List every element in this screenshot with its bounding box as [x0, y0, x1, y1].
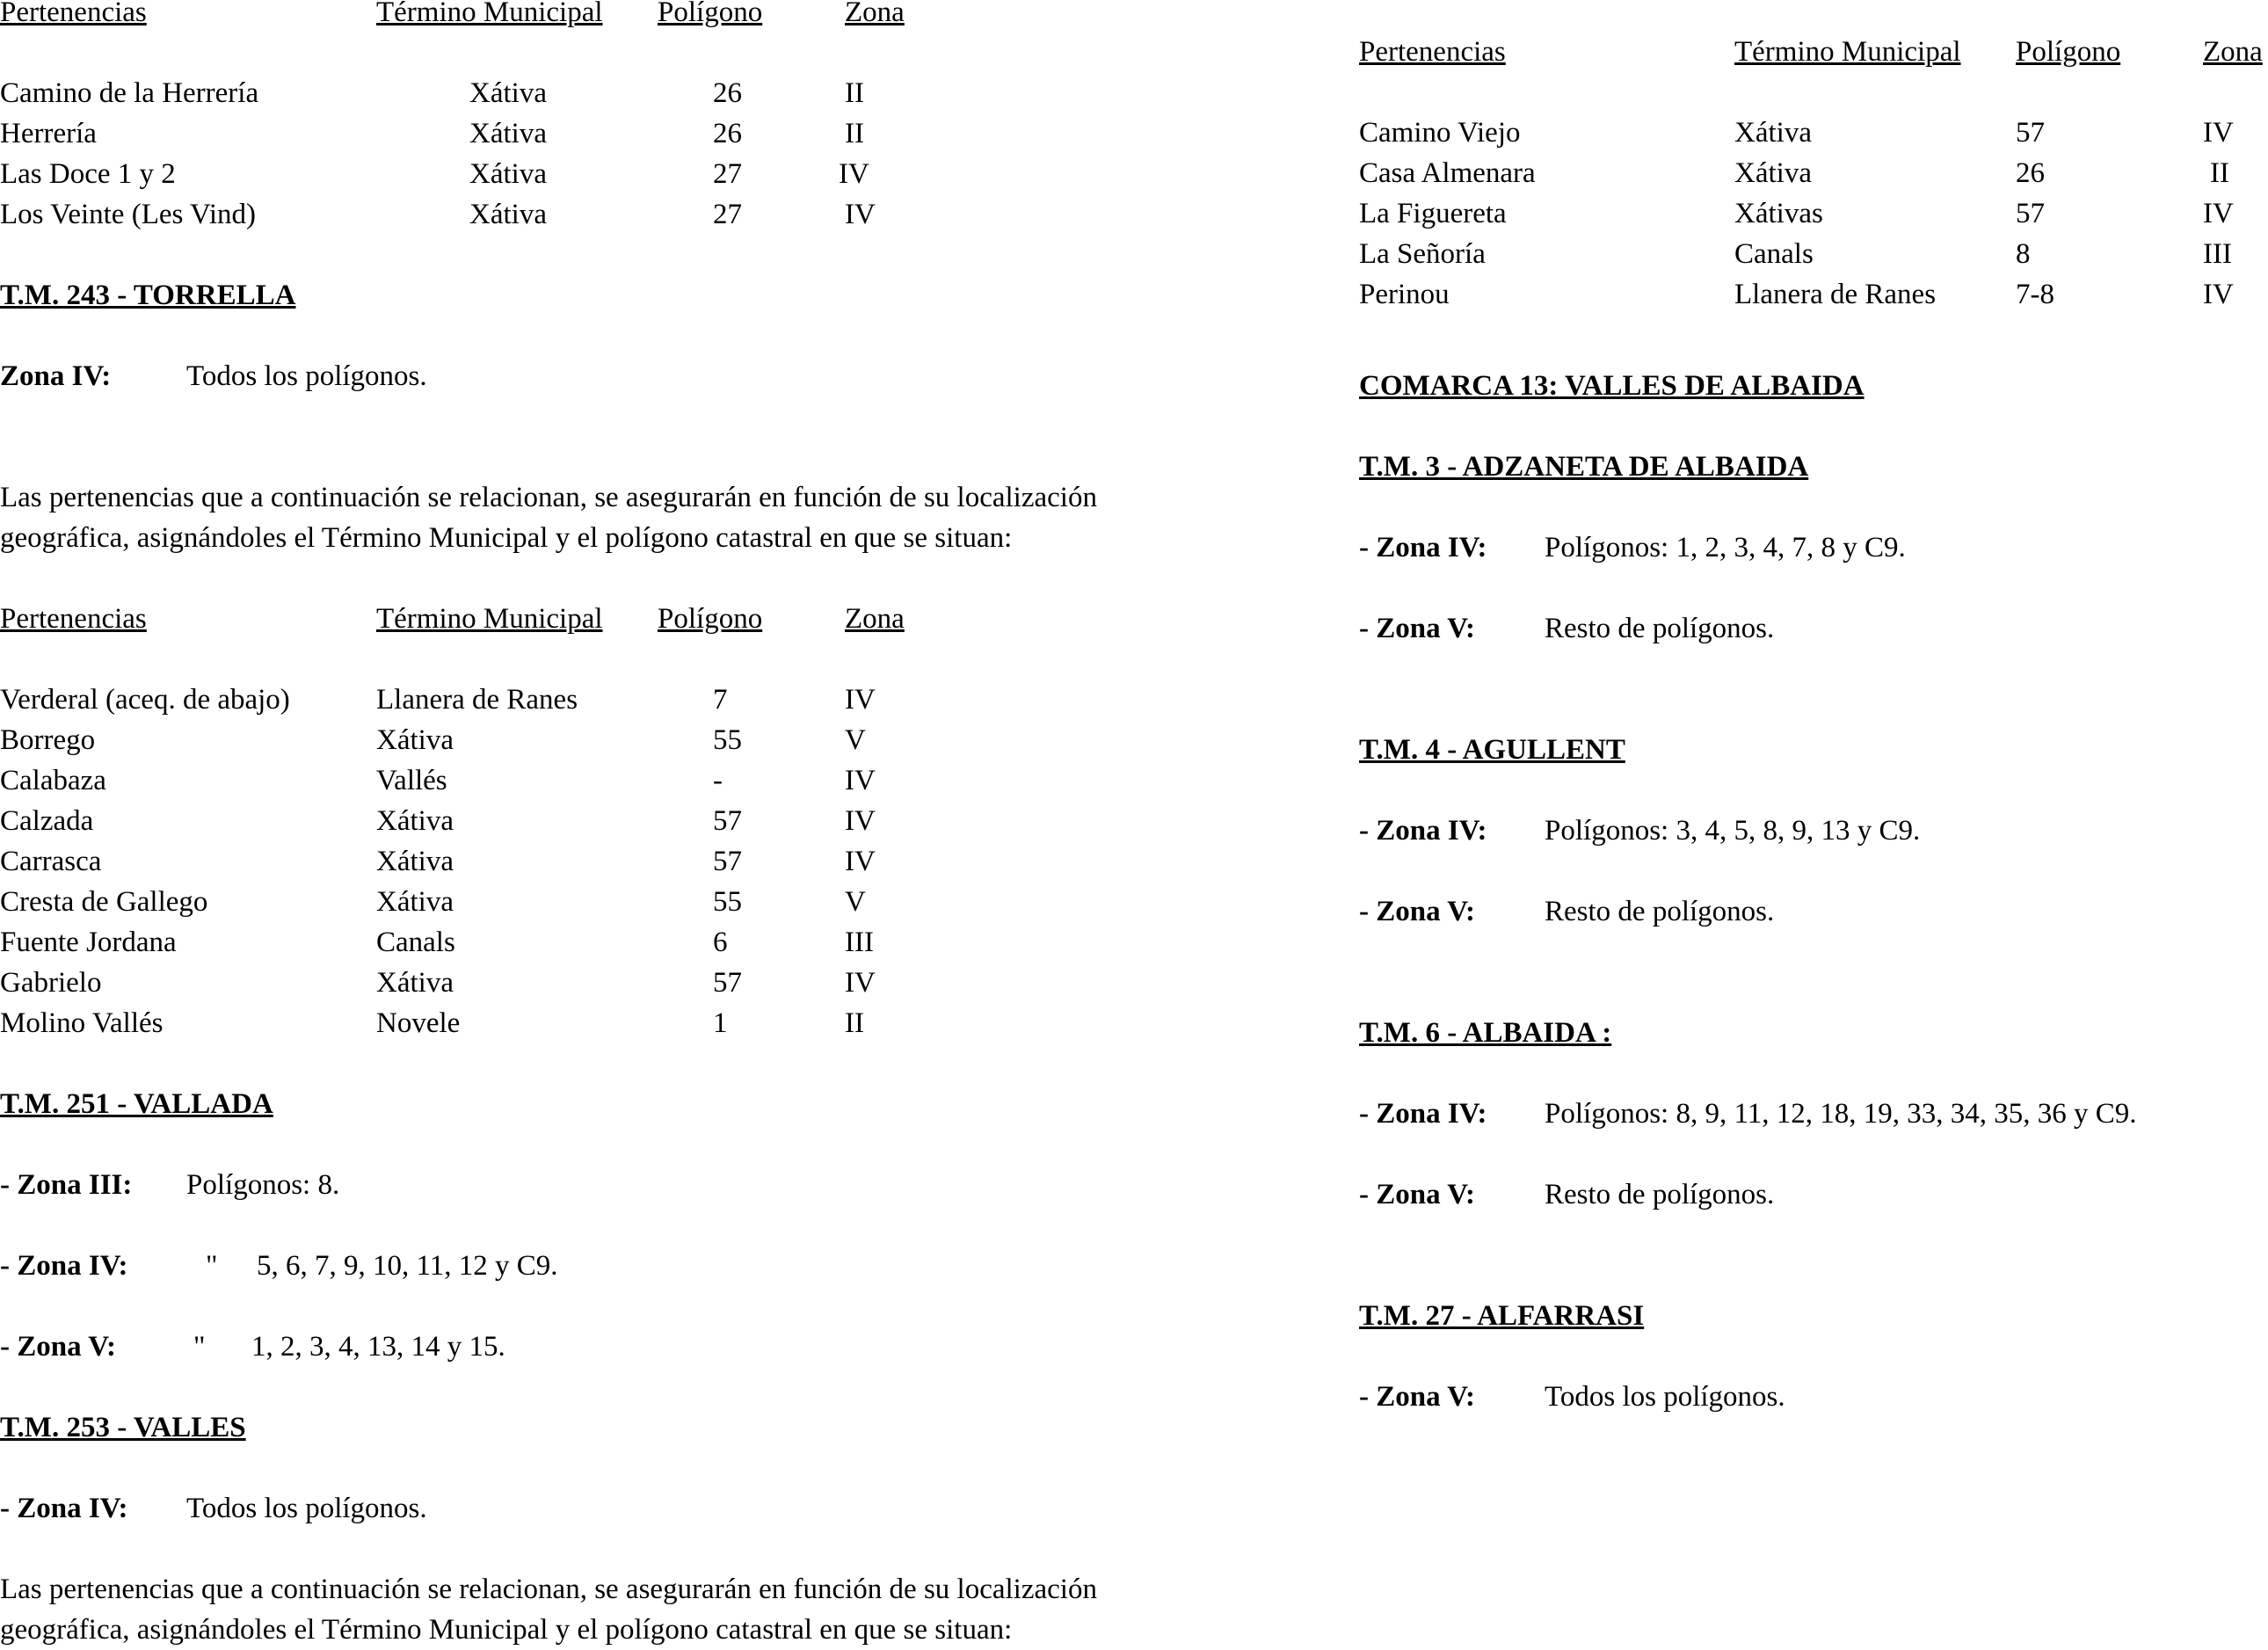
zone-line — [0, 356, 1319, 396]
paragraph-line: Las pertenencias que a continuación se relacionan, se asegurarán en función de su localización — [0, 482, 1097, 513]
spacer — [1359, 72, 2268, 113]
table-row — [1359, 234, 2268, 274]
zone-text: Resto de polígonos. — [1545, 613, 1775, 644]
section-title-valles: T.M. 253 - VALLES — [0, 1412, 246, 1443]
zone-label: - Zona IV: — [1359, 815, 1487, 847]
table-row — [0, 963, 1319, 1003]
right-column — [1359, 32, 2268, 1417]
zone-text: 5, 6, 7, 9, 10, 11, 12 y C9. — [257, 1250, 558, 1282]
spacer — [0, 1286, 1319, 1327]
cell-zona: IV — [839, 158, 869, 190]
cell-zona: III — [845, 927, 874, 958]
cell-termino: Xátiva — [376, 724, 454, 756]
cell-termino: Canals — [376, 927, 455, 958]
spacer — [1359, 932, 2268, 972]
spacer — [0, 1043, 1319, 1084]
col-header-termino: Término Municipal — [376, 603, 603, 635]
cell-pertenencia: Cresta de Gallego — [0, 886, 208, 918]
spacer — [0, 316, 1319, 356]
col-header-pertenencias: Pertenencias — [0, 603, 147, 635]
cell-zona: IV — [845, 684, 876, 716]
cell-termino: Llanera de Ranes — [1734, 279, 1937, 310]
spacer — [1359, 972, 2268, 1013]
col-header-poligono: Polígono — [2016, 36, 2121, 68]
cell-zona: II — [845, 1007, 864, 1039]
table3-header — [1359, 32, 2268, 72]
zone-text: Polígonos: 8, 9, 11, 12, 18, 19, 33, 34, 35, 36 y C9. — [1545, 1098, 2137, 1130]
zone-label: - Zona IV: — [0, 1493, 128, 1524]
cell-zona: IV — [845, 765, 876, 796]
cell-termino: Vallés — [376, 765, 447, 796]
table-row — [0, 841, 1319, 882]
zone-label: - Zona IV: — [1359, 532, 1487, 563]
zone-line — [0, 1488, 1319, 1529]
table-row — [0, 720, 1319, 760]
zone-label: - Zona V: — [1359, 1381, 1476, 1413]
cell-termino: Xátiva — [376, 846, 454, 877]
cell-pertenencia: Camino Viejo — [1359, 117, 1521, 149]
zone-label: - Zona V: — [1359, 896, 1476, 927]
cell-termino: Xátiva — [1734, 157, 1812, 189]
col-header-pertenencias: Pertenencias — [0, 0, 147, 28]
cell-poligono: 57 — [713, 846, 742, 877]
section-title-alfarrasi: T.M. 27 - ALFARRASI — [1359, 1300, 1645, 1332]
spacer — [0, 558, 1319, 599]
spacer — [1359, 1053, 2268, 1094]
cell-poligono: 26 — [2016, 157, 2045, 189]
cell-pertenencia: Casa Almenara — [1359, 157, 1536, 189]
cell-poligono: 27 — [713, 158, 742, 190]
zone-line — [1359, 608, 2268, 649]
zone-text: Resto de polígonos. — [1545, 896, 1775, 927]
cell-poligono: 57 — [713, 805, 742, 837]
spacer — [1359, 406, 2268, 447]
cell-termino: Xátiva — [469, 199, 547, 230]
cell-poligono: 1 — [713, 1007, 728, 1039]
cell-zona: III — [2203, 238, 2232, 270]
spacer — [0, 437, 1319, 477]
col-header-zona: Zona — [845, 603, 905, 635]
section-title-torrella: T.M. 243 - TORRELLA — [0, 280, 296, 311]
table-row — [0, 73, 1319, 113]
col-header-poligono: Polígono — [658, 0, 763, 28]
cell-zona: V — [845, 886, 866, 918]
cell-termino: Xátivas — [1734, 198, 1823, 229]
spacer — [0, 235, 1319, 275]
zone-line — [0, 1246, 1319, 1286]
cell-zona: IV — [845, 967, 876, 999]
cell-pertenencia: Los Veinte (Les Vind) — [0, 199, 257, 230]
section-title-vallada: T.M. 251 - VALLADA — [0, 1088, 273, 1120]
cell-pertenencia: Camino de la Herrería — [0, 77, 259, 109]
spacer — [1359, 689, 2268, 730]
paragraph-line: Las pertenencias que a continuación se relacionan, se asegurarán en función de su localización — [0, 1574, 1097, 1605]
spacer — [0, 33, 1319, 73]
spacer — [0, 639, 1319, 680]
spacer — [0, 1529, 1319, 1569]
col-header-zona: Zona — [2203, 36, 2263, 68]
table-row — [1359, 153, 2268, 193]
cell-poligono: - — [713, 765, 723, 796]
cell-termino: Xátiva — [469, 77, 547, 109]
table2-header — [0, 599, 1319, 639]
ditto-mark: " — [206, 1250, 218, 1282]
cell-termino: Xátiva — [1734, 117, 1812, 149]
cell-poligono: 57 — [713, 967, 742, 999]
table-row — [0, 154, 1319, 194]
cell-zona: IV — [2203, 279, 2234, 310]
table-row — [0, 1003, 1319, 1043]
table1-header — [0, 0, 1319, 33]
zone-line — [1359, 1377, 2268, 1417]
spacer — [1359, 649, 2268, 689]
zone-line — [0, 1327, 1319, 1367]
cell-poligono: 57 — [2016, 117, 2045, 149]
cell-termino: Canals — [1734, 238, 1814, 270]
cell-poligono: 26 — [713, 77, 742, 109]
cell-poligono: 7 — [713, 684, 728, 716]
zone-text: Polígonos: 1, 2, 3, 4, 7, 8 y C9. — [1545, 532, 1906, 563]
col-header-termino: Término Municipal — [1734, 36, 1961, 68]
cell-termino: Xátiva — [376, 886, 454, 918]
cell-zona: IV — [845, 846, 876, 877]
cell-termino: Llanera de Ranes — [376, 684, 578, 716]
spacer — [1359, 1134, 2268, 1174]
zone-text: Polígonos: 8. — [186, 1169, 340, 1201]
zone-line — [0, 1165, 1319, 1205]
cell-termino: Xátiva — [376, 805, 454, 837]
cell-termino: Novele — [376, 1007, 461, 1039]
col-header-termino: Término Municipal — [376, 0, 603, 28]
spacer — [1359, 851, 2268, 891]
cell-zona: II — [2210, 157, 2229, 189]
table-row — [1359, 113, 2268, 153]
spacer — [0, 1367, 1319, 1407]
spacer — [1359, 1255, 2268, 1296]
table-row — [1359, 274, 2268, 315]
col-header-pertenencias: Pertenencias — [1359, 36, 1506, 68]
section-title-agullent: T.M. 4 - AGULLENT — [1359, 734, 1625, 766]
cell-zona: IV — [845, 199, 876, 230]
cell-zona: II — [845, 118, 864, 149]
spacer — [0, 1448, 1319, 1488]
table-row — [0, 801, 1319, 841]
zone-label: - Zona V: — [1359, 613, 1476, 644]
cell-pertenencia: Verderal (aceq. de abajo) — [0, 684, 290, 716]
cell-poligono: 55 — [713, 724, 742, 756]
cell-termino: Xátiva — [376, 967, 454, 999]
cell-pertenencia: La Figuereta — [1359, 198, 1507, 229]
cell-zona: IV — [2203, 198, 2234, 229]
cell-poligono: 57 — [2016, 198, 2045, 229]
cell-pertenencia: Calabaza — [0, 765, 106, 796]
cell-pertenencia: Carrasca — [0, 846, 102, 877]
cell-pertenencia: Calzada — [0, 805, 94, 837]
cell-poligono: 26 — [713, 118, 742, 149]
cell-termino: Xátiva — [469, 158, 547, 190]
zone-label: Zona IV: — [0, 360, 112, 392]
cell-pertenencia: Borrego — [0, 724, 96, 756]
spacer — [0, 396, 1319, 437]
cell-zona: V — [845, 724, 866, 756]
zone-text: Polígonos: 3, 4, 5, 8, 9, 13 y C9. — [1545, 815, 1921, 847]
zone-line — [1359, 527, 2268, 568]
table-row — [1359, 193, 2268, 234]
table-row — [0, 113, 1319, 154]
table-row — [0, 882, 1319, 922]
col-header-poligono: Polígono — [658, 603, 763, 635]
cell-pertenencia: La Señoría — [1359, 238, 1486, 270]
zone-line — [1359, 810, 2268, 851]
cell-pertenencia: Gabrielo — [0, 967, 102, 999]
cell-pertenencia: Herrería — [0, 118, 97, 149]
spacer — [0, 1124, 1319, 1165]
section-title-albaida: T.M. 6 - ALBAIDA : — [1359, 1017, 1612, 1049]
zone-text: Todos los polígonos. — [1545, 1381, 1785, 1413]
zone-label: - Zona IV: — [0, 1250, 128, 1282]
table-row — [0, 922, 1319, 963]
spacer — [0, 1205, 1319, 1246]
zone-text: Resto de polígonos. — [1545, 1179, 1775, 1210]
spacer — [1359, 568, 2268, 608]
zone-line — [1359, 1174, 2268, 1215]
spacer — [1359, 315, 2268, 355]
cell-pertenencia: Perinou — [1359, 279, 1450, 310]
cell-zona: IV — [2203, 117, 2234, 149]
zone-label: - Zona V: — [1359, 1179, 1476, 1210]
paragraph-line: geográfica, asignándoles el Término Municipal y el polígono catastral en que se situan: — [0, 1614, 1013, 1646]
spacer — [1359, 770, 2268, 810]
zone-text: 1, 2, 3, 4, 13, 14 y 15. — [251, 1331, 505, 1363]
cell-poligono: 6 — [713, 927, 728, 958]
cell-zona: IV — [845, 805, 876, 837]
ditto-mark: " — [193, 1331, 206, 1363]
spacer — [1359, 487, 2268, 527]
cell-termino: Xátiva — [469, 118, 547, 149]
cell-poligono: 7-8 — [2016, 279, 2054, 310]
table-row — [0, 194, 1319, 235]
cell-poligono: 27 — [713, 199, 742, 230]
table-row — [0, 760, 1319, 801]
zone-label: - Zona IV: — [1359, 1098, 1487, 1130]
section-title-adzaneta: T.M. 3 - ADZANETA DE ALBAIDA — [1359, 451, 1809, 483]
zone-label: - Zona V: — [0, 1331, 117, 1363]
zone-text: Todos los polígonos. — [186, 360, 427, 392]
zone-line — [1359, 1094, 2268, 1134]
zone-label: - Zona III: — [0, 1169, 133, 1201]
cell-poligono: 8 — [2016, 238, 2031, 270]
zone-text: Todos los polígonos. — [186, 1493, 427, 1524]
cell-poligono: 55 — [713, 886, 742, 918]
zone-line — [1359, 891, 2268, 932]
col-header-zona: Zona — [845, 0, 905, 28]
spacer — [1359, 1215, 2268, 1255]
cell-zona: II — [845, 77, 864, 109]
cell-pertenencia: Fuente Jordana — [0, 927, 177, 958]
comarca-title: COMARCA 13: VALLES DE ALBAIDA — [1359, 370, 1865, 402]
paragraph-line: geográfica, asignándoles el Término Municipal y el polígono catastral en que se situan: — [0, 522, 1013, 554]
spacer — [1359, 1336, 2268, 1377]
table-row — [0, 680, 1319, 720]
cell-pertenencia: Molino Vallés — [0, 1007, 164, 1039]
cell-pertenencia: Las Doce 1 y 2 — [0, 158, 176, 190]
